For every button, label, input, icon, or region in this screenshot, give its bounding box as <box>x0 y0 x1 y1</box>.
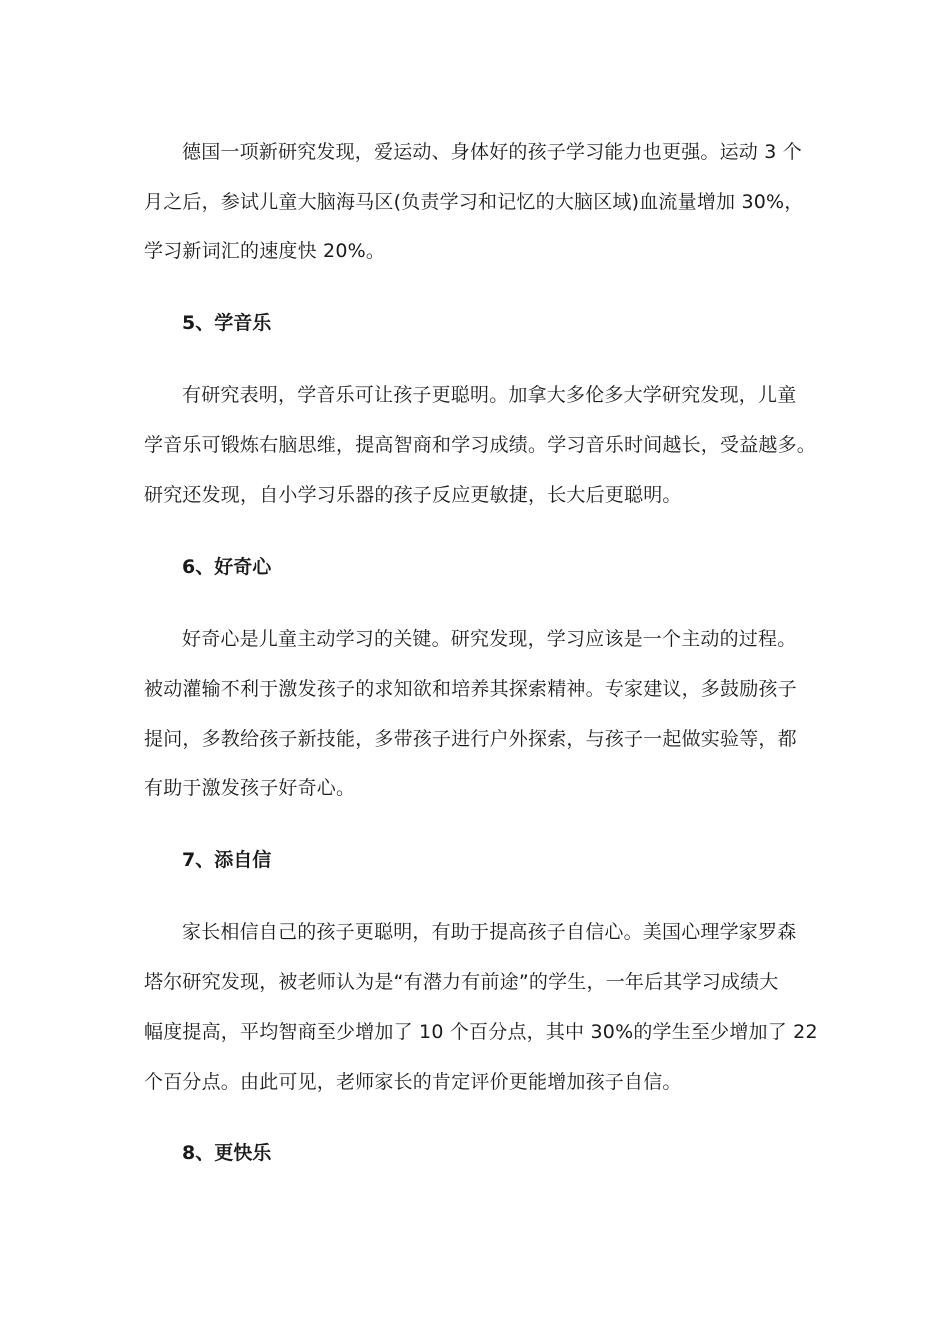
paragraph-line: 被动灌输不利于激发孩子的求知欲和培养其探索精神。专家建议，多鼓励孩子 <box>144 678 797 700</box>
paragraph-line: 学音乐可锻炼右脑思维，提高智商和学习成绩。学习音乐时间越长，受益越多。 <box>144 434 817 456</box>
section-heading: 7、添自信 <box>182 849 272 871</box>
paragraph-line: 研究还发现，自小学习乐器的孩子反应更敏捷，长大后更聪明。 <box>144 484 682 506</box>
paragraph-line: 有研究表明，学音乐可让孩子更聪明。加拿大多伦多大学研究发现，儿童 <box>182 384 797 406</box>
paragraph-line: 有助于激发孩子好奇心。 <box>144 777 356 799</box>
paragraph-line: 家长相信自己的孩子更聪明，有助于提高孩子自信心。美国心理学家罗森 <box>182 921 797 943</box>
section-heading: 6、好奇心 <box>182 556 272 578</box>
section-heading: 5、学音乐 <box>182 312 272 334</box>
paragraph-line: 好奇心是儿童主动学习的关键。研究发现，学习应该是一个主动的过程。 <box>182 628 797 650</box>
paragraph-line: 月之后，参试儿童大脑海马区(负责学习和记忆的大脑区域)血流量增加 30%， <box>144 191 804 213</box>
paragraph-line: 德国一项新研究发现，爱运动、身体好的孩子学习能力也更强。运动 3 个 <box>182 141 802 163</box>
paragraph-line: 幅度提高，平均智商至少增加了 10 个百分点，其中 30%的学生至少增加了 22 <box>144 1021 818 1043</box>
paragraph-line: 提问，多教给孩子新技能，多带孩子进行户外探索，与孩子一起做实验等，都 <box>144 728 797 750</box>
section-heading: 8、更快乐 <box>182 1142 272 1164</box>
paragraph-line: 塔尔研究发现，被老师认为是“有潜力有前途”的学生，一年后其学习成绩大 <box>144 971 779 993</box>
paragraph-line: 学习新词汇的速度快 20%。 <box>144 240 386 262</box>
paragraph-line: 个百分点。由此可见，老师家长的肯定评价更能增加孩子自信。 <box>144 1071 682 1093</box>
